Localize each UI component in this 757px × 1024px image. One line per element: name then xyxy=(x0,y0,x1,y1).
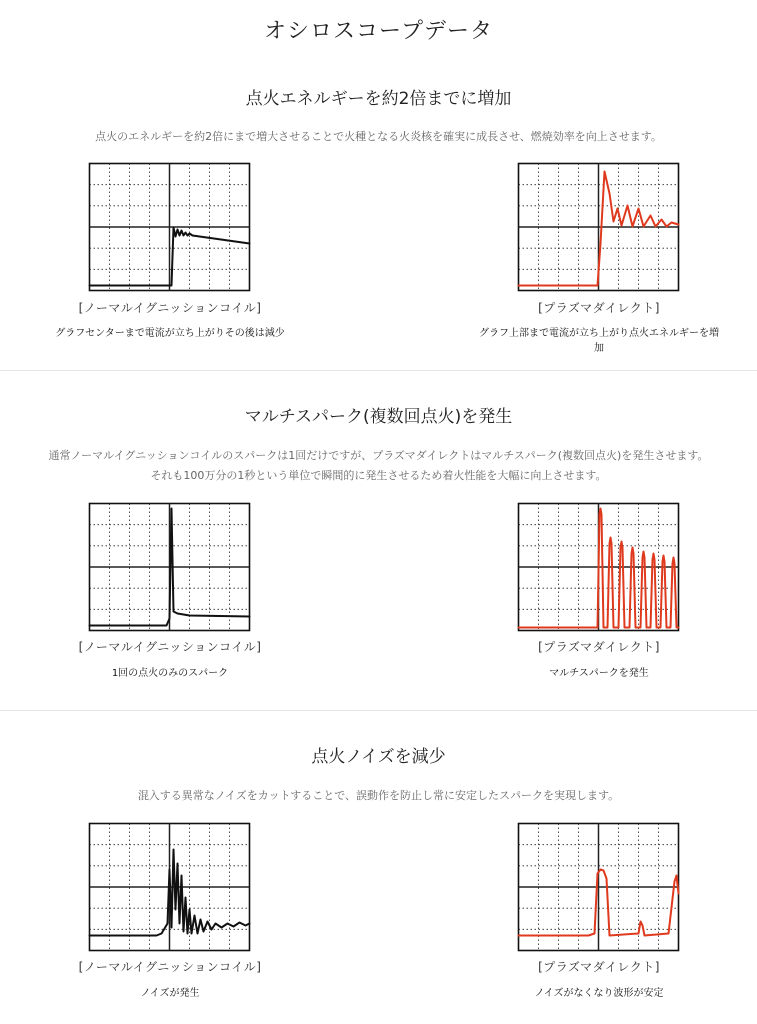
section-title: 点火ノイズを減少 xyxy=(311,747,446,767)
scope-label: [プラズマダイレクト] xyxy=(538,301,660,315)
section-description-line-1: 通常ノーマルイグニッションコイルのスパークは1回だけですが、プラズマダイレクトはマルチスパーク(複数回点火)を発生させます。 xyxy=(48,449,709,462)
scope-caption: グラフセンターまで電流が立ち上がりその後は減少 xyxy=(55,328,285,339)
scope-caption: ノイズがなくなり波形が安定 xyxy=(534,988,664,999)
scope-caption: グラフ上部まで電流が立ち上がり点火エネルギーを増加 xyxy=(479,328,719,354)
scope-caption: 1回の点火のみのスパーク xyxy=(111,668,229,679)
scope-label: [ノーマルイグニッションコイル] xyxy=(78,301,262,315)
oscilloscope-normal-noise xyxy=(88,822,251,952)
oscilloscope-normal-energy xyxy=(88,162,251,292)
scope-label: [プラズマダイレクト] xyxy=(538,960,660,974)
oscilloscope-plasma-energy xyxy=(517,162,680,292)
section-noise-reduction xyxy=(0,680,757,1020)
section-description-line-2: それも100万分の1秒という単位で瞬間的に発生させるため着火性能を大幅に向上させます。 xyxy=(150,469,607,482)
section-description: 混入する異常なノイズをカットすることで、誤動作を防止し常に安定したスパークを実現します。 xyxy=(137,789,620,802)
oscilloscope-plasma-clean xyxy=(517,822,680,952)
scope-label: [プラズマダイレクト] xyxy=(538,640,660,654)
oscilloscope-normal-single xyxy=(88,502,251,632)
page-title: オシロスコープデータ xyxy=(264,19,493,44)
section-description: 点火のエネルギーを約2倍にまで増大させることで火種となる火炎核を確実に成長させ、燃焼効率を向上させます。 xyxy=(95,130,662,143)
section-title: マルチスパーク(複数回点火)を発生 xyxy=(244,407,513,427)
scope-label: [ノーマルイグニッションコイル] xyxy=(78,640,262,654)
scope-caption: ノイズが発生 xyxy=(140,988,200,999)
oscilloscope-plasma-multi xyxy=(517,502,680,632)
scope-caption: マルチスパークを発生 xyxy=(549,668,649,679)
scope-label: [ノーマルイグニッションコイル] xyxy=(78,960,262,974)
section-multi-spark xyxy=(0,340,757,680)
section-title: 点火エネルギーを約2倍までに増加 xyxy=(245,89,512,109)
section-ignition-energy xyxy=(0,0,757,354)
